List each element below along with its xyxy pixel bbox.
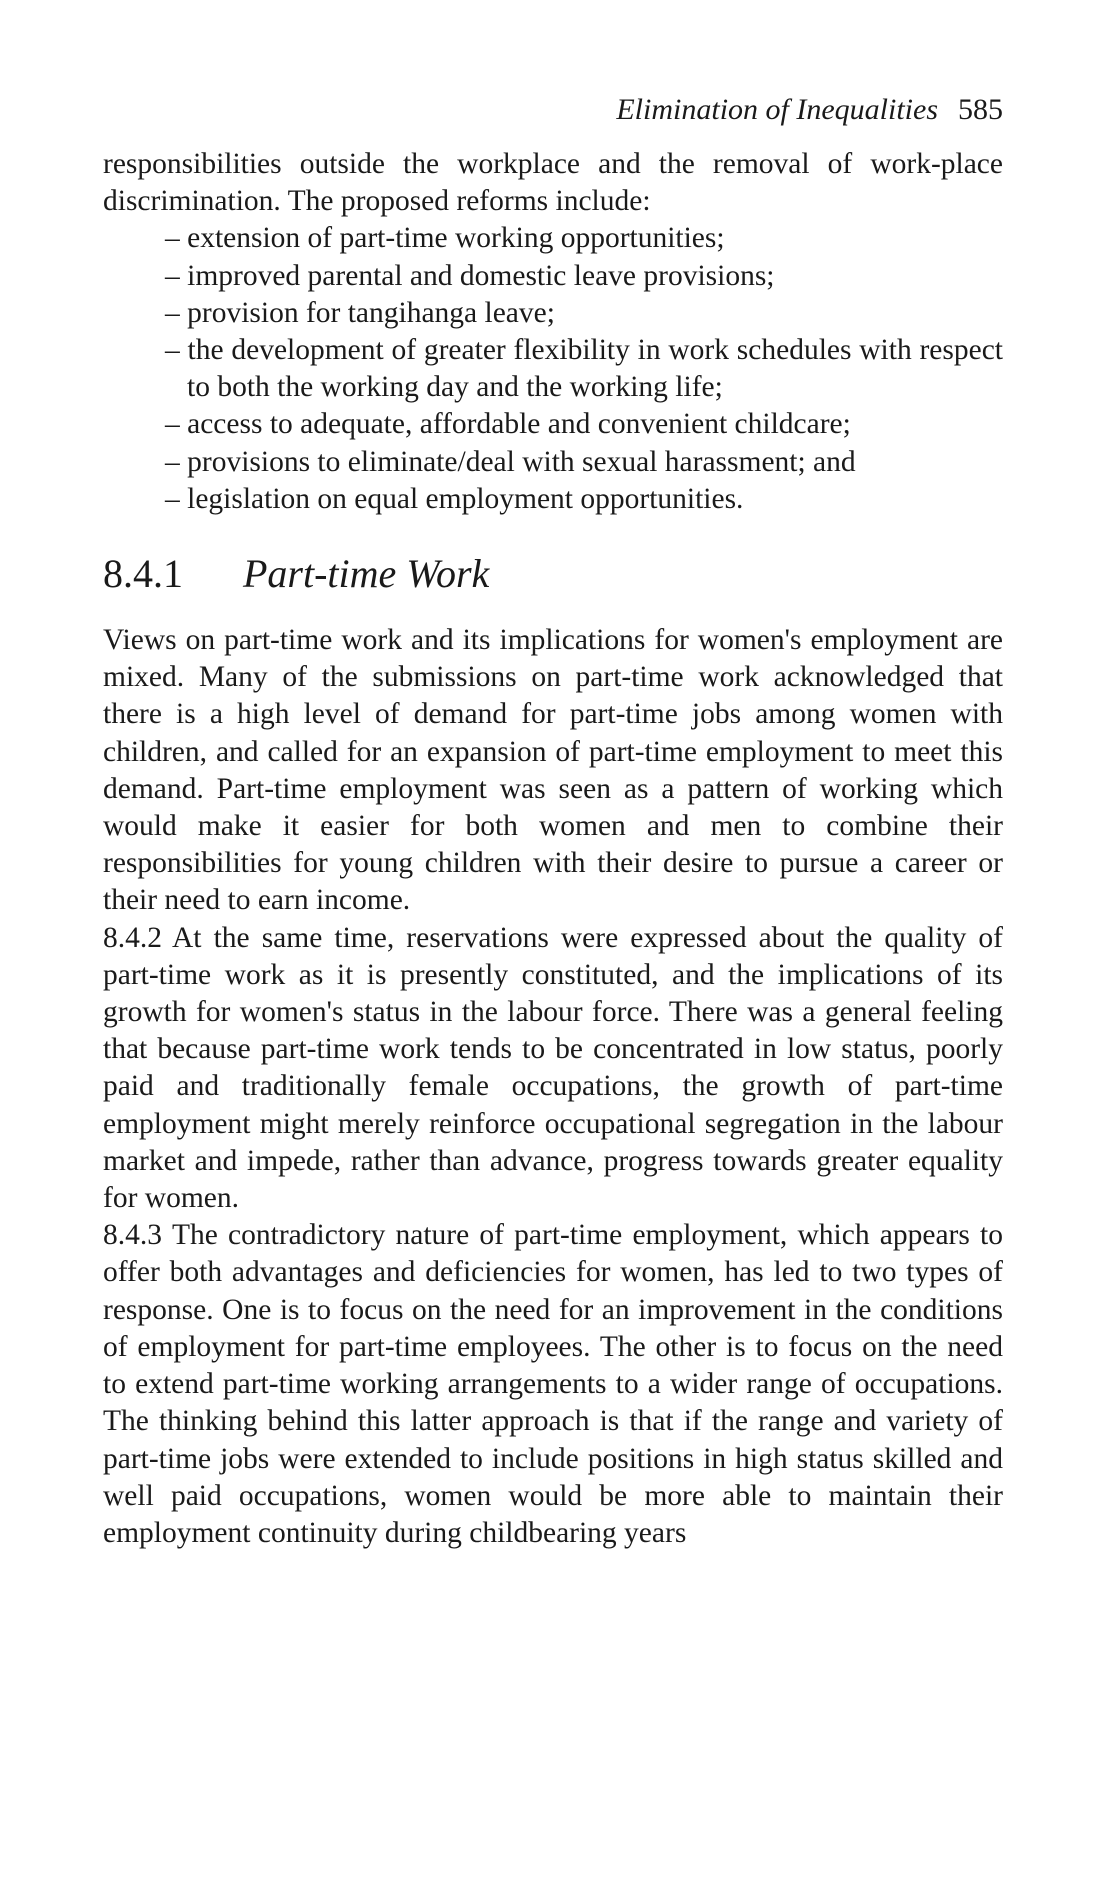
paragraph-number: 8.4.2 [103, 921, 162, 954]
running-header [103, 90, 1003, 130]
paragraph-8-4-3 [103, 1217, 1003, 1552]
list-item: – provision for tangihanga leave; [165, 296, 555, 329]
list-item: – extension of part-time working opportunities; [165, 222, 725, 255]
list-item: – access to adequate, affordable and convenient childcare; [165, 408, 851, 441]
section-number: 8.4.1 [103, 551, 183, 597]
paragraph-text: Views on part-time work and its implications for women's employment are mixed. Many of the submissions on part-time work acknowledged that there is a high level of demand for part-time jobs among women with children, and called for an expansion of part-time employment to meet this demand. Part-time employment was seen as a pattern of working which would make it easier for both women and men to combine their responsibilities for young children with their desire to pursue a career or their need to earn income. [103, 624, 1003, 917]
paragraph-8-4-2 [103, 920, 1003, 1218]
book-page [103, 90, 1003, 1552]
reforms-list [103, 220, 1003, 518]
section-title: Part-time Work [243, 551, 490, 597]
paragraph-text: At the same time, reservations were expressed about the quality of part-time work as it is presently constituted, and the implications of its growth for women's status in the labour force. There was a general feeling that because part-time work tends to be concentrated in low status, poorly paid and traditionally female occupations, the growth of part-time employment might merely reinforce occupational segregation in the labour market and impede, rather than advance, progress towards greater equality for women. [103, 921, 1003, 1215]
intro-paragraph: responsibilities outside the workplace and the removal of work-place discrimination. The proposed reforms include: [103, 148, 1003, 218]
section-heading [103, 548, 1003, 600]
list-item: – provisions to eliminate/deal with sexual harassment; and [165, 445, 856, 478]
list-item: – improved parental and domestic leave provisions; [165, 259, 775, 292]
page-number: 585 [958, 93, 1003, 126]
paragraph-8-4-1 [103, 622, 1003, 920]
list-item: – legislation on equal employment opportunities. [165, 482, 744, 515]
paragraph-text: The contradictory nature of part-time employment, which appears to offer both advantages and deficiencies for women, has led to two types of response. One is to focus on the need for an improvement in the conditions of employment for part-time employees. The other is to focus on the need to extend part-time working arrangements to a wider range of occupations. The thinking behind this latter approach is that if the range and variety of part-time jobs were extended to include positions in high status skilled and well paid occupations, women would be more able to maintain their employment continuity during childbearing years [103, 1219, 1003, 1549]
paragraph-number: 8.4.3 [103, 1219, 162, 1252]
running-title: Elimination of Inequalities [616, 93, 938, 126]
list-item: – the development of greater flexibility in work schedules with respect to both the working day and the working life; [165, 334, 1003, 404]
